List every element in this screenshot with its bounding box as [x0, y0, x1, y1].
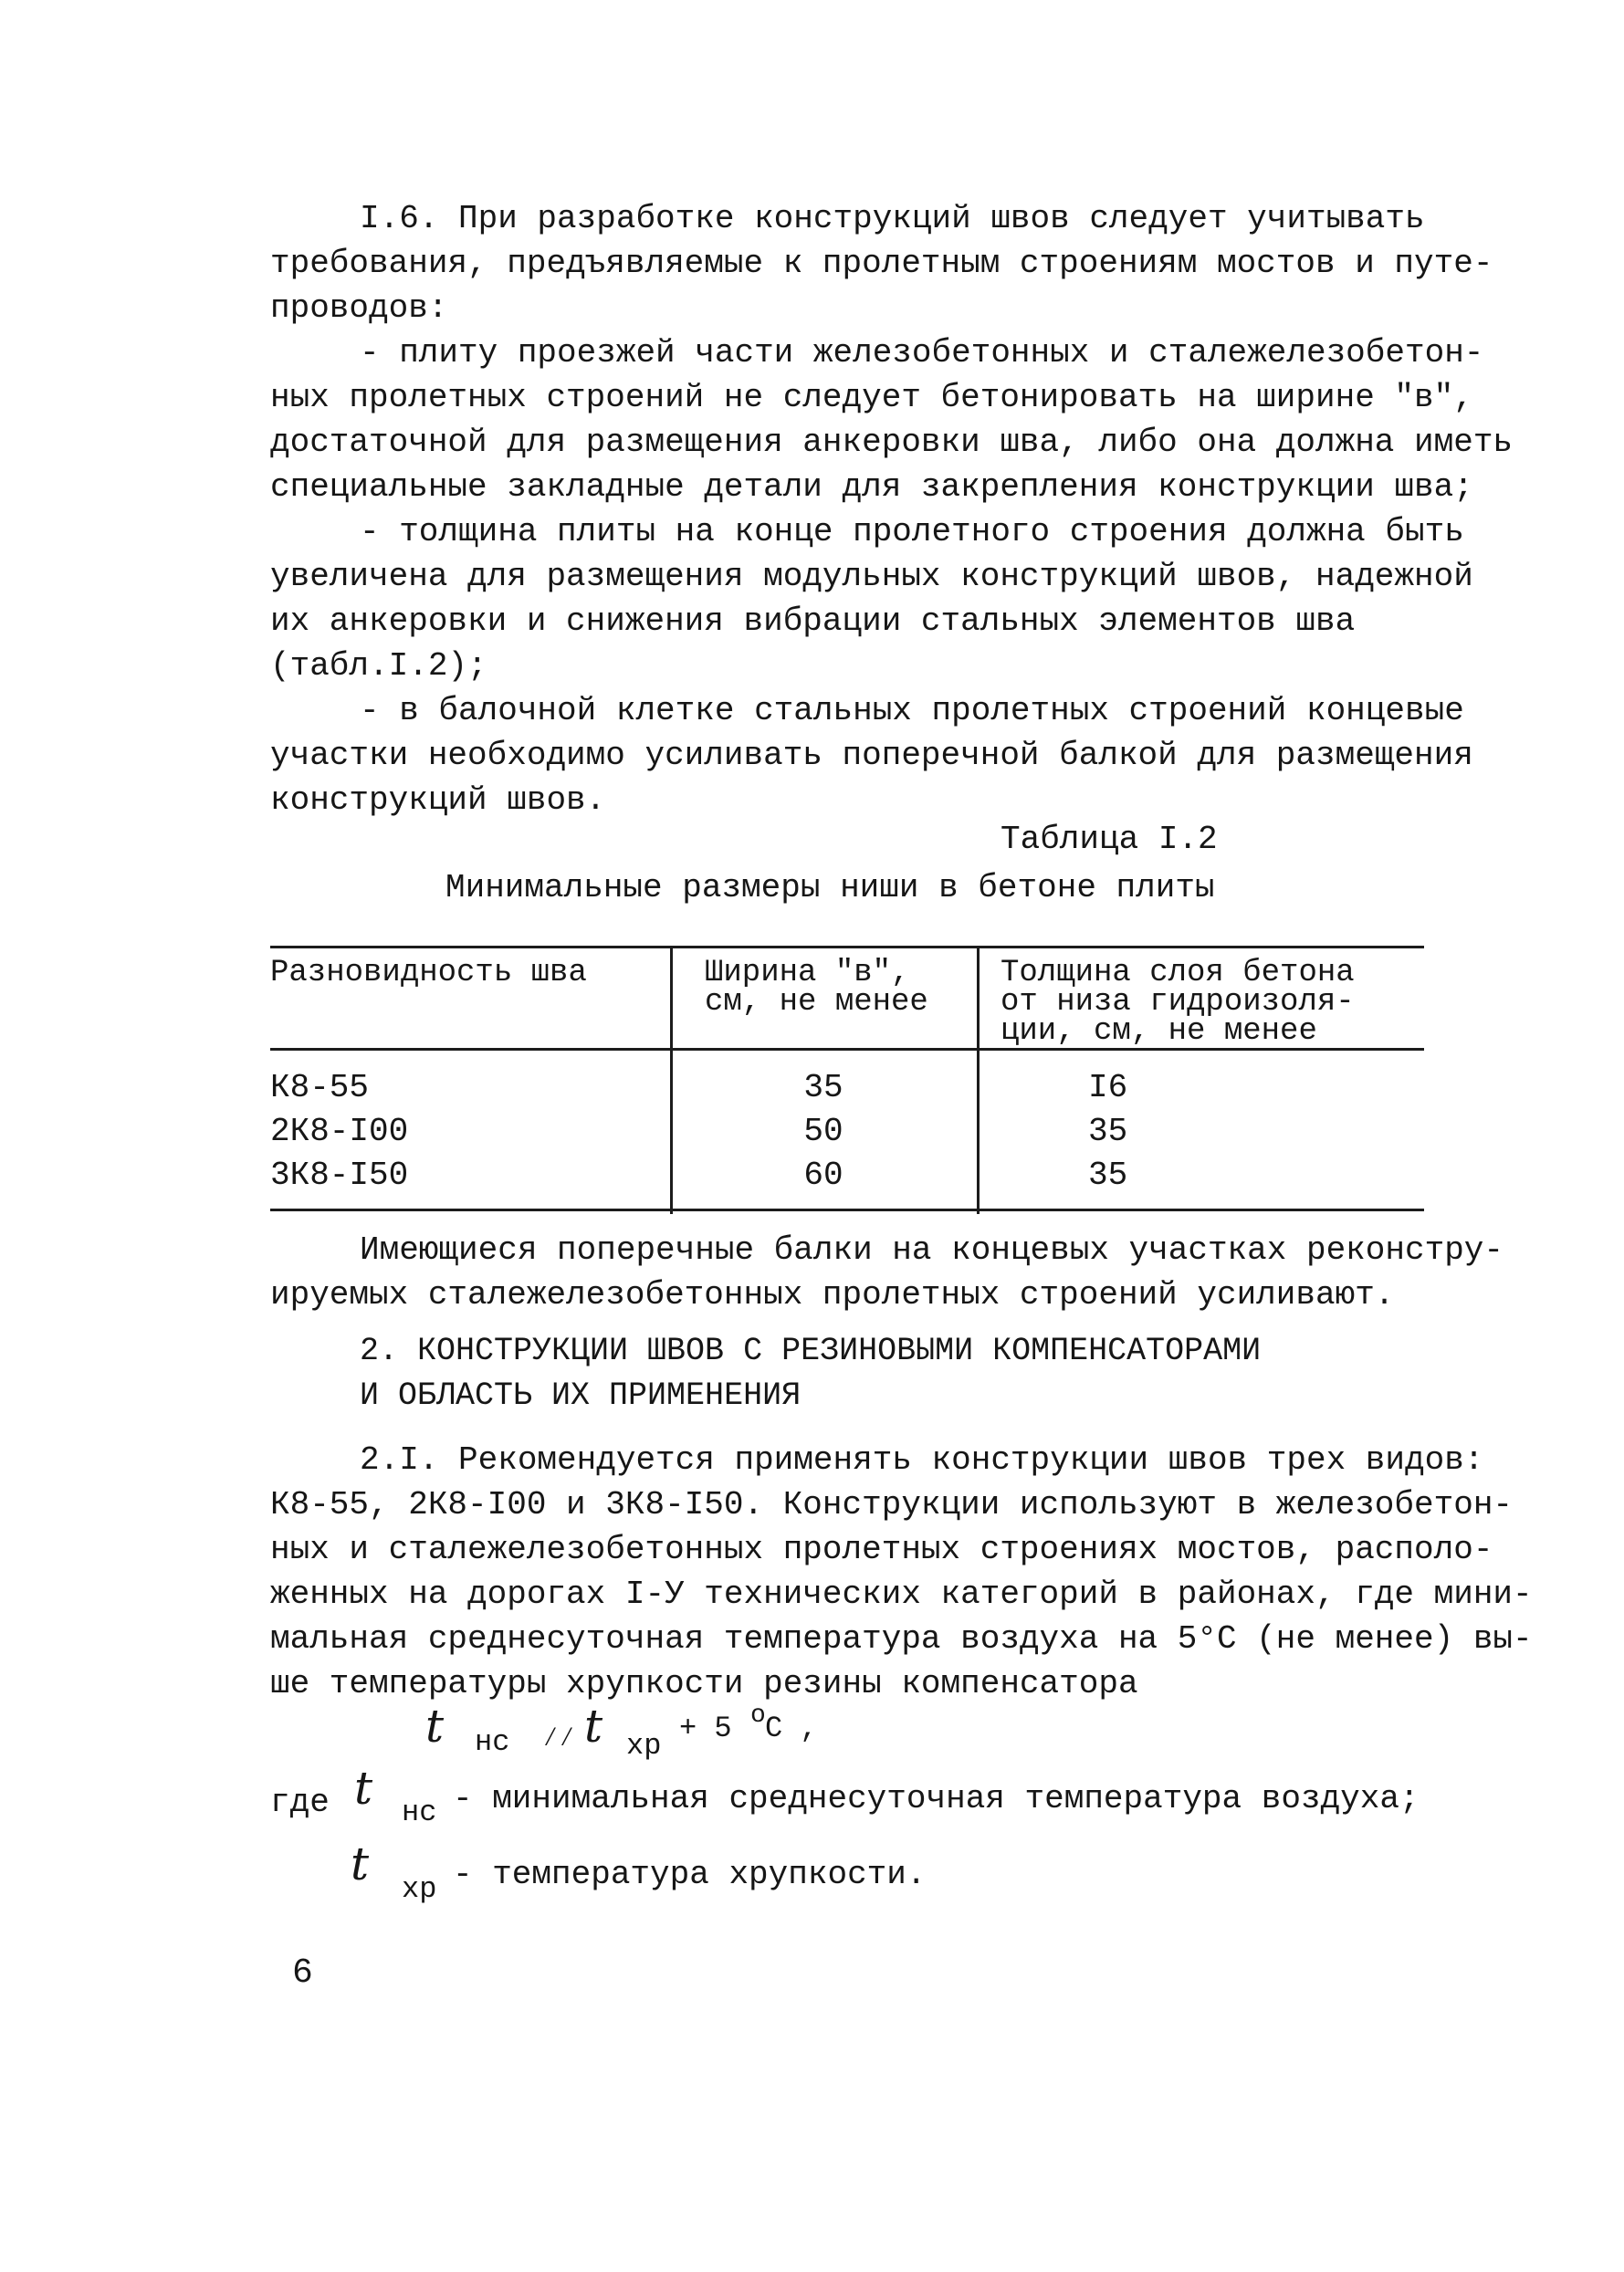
table-header-thickness: ции, см, не менее [1001, 1014, 1317, 1049]
where-subscript: нс [402, 1796, 437, 1829]
table-header-thickness: Толщина слоя бетона [1001, 956, 1355, 990]
table-header-type: Разновидность шва [270, 956, 587, 990]
paragraph-line: женных на дорогах I-У технических категорий в районах, где мини- [270, 1576, 1533, 1613]
where-t: t [351, 1837, 370, 1890]
paragraph-line: ных и сталежелезобетонных пролетных строениях мостов, располо- [270, 1531, 1493, 1568]
bullet-line: увеличена для размещения модульных конструкций швов, надежной [270, 558, 1473, 595]
paragraph-line: проводов: [270, 289, 448, 327]
section-title: 2. КОНСТРУКЦИИ ШВОВ С РЕЗИНОВЫМИ КОМПЕНСАТОРАМИ [360, 1333, 1262, 1369]
where-word: где [270, 1784, 330, 1821]
table-top-rule [270, 946, 1424, 948]
formula-plus: + 5 [679, 1712, 732, 1745]
formula-subscript: нс [475, 1725, 510, 1759]
table-cell-type: 3К8-I50 [270, 1157, 409, 1194]
table-column-divider [977, 946, 980, 1214]
where-definition: - температура хрупкости. [453, 1856, 927, 1893]
niche-size-table [270, 946, 1424, 1214]
table-cell-width: 50 [803, 1113, 843, 1150]
section-title: И ОБЛАСТЬ ИХ ПРИМЕНЕНИЯ [360, 1377, 802, 1414]
paragraph-line: Имеющиеся поперечные балки на концевых участках реконстру- [360, 1231, 1504, 1269]
table-cell-type: 2К8-I00 [270, 1113, 409, 1150]
formula-degree: о [750, 1701, 766, 1730]
bullet-line: участки необходимо усиливать поперечной балкой для размещения [270, 737, 1473, 774]
paragraph-line: мальная среднесуточная температура воздуха на 5°С (не менее) вы- [270, 1620, 1533, 1658]
formula-t: t [584, 1700, 603, 1753]
table-header-width: Ширина "в", [705, 956, 910, 990]
bullet-line: достаточной для размещения анкеровки шва, либо она должна иметь [270, 424, 1514, 461]
formula-unit: С , [765, 1712, 818, 1745]
table-cell-thickness: I6 [1088, 1069, 1128, 1106]
paragraph-line: требования, предъявляемые к пролетным строениям мостов и путе- [270, 245, 1493, 282]
bullet-line: конструкций швов. [270, 781, 606, 819]
page-number: 6 [292, 1953, 313, 1993]
paragraph-line: I.6. При разработке конструкций швов следует учитывать [360, 200, 1425, 237]
table-number: Таблица I.2 [1001, 821, 1218, 858]
bullet-line: - плиту проезжей части железобетонных и сталежелезобетон- [360, 334, 1484, 372]
paragraph-line: 2.I. Рекомендуется применять конструкции швов трех видов: [360, 1441, 1484, 1479]
table-bottom-rule [270, 1209, 1424, 1211]
bullet-line: (табл.I.2); [270, 647, 487, 685]
table-cell-width: 35 [803, 1069, 843, 1106]
bullet-line: их анкеровки и снижения вибрации стальных элементов шва [270, 602, 1356, 640]
paragraph-line: К8-55, 2К8-I00 и 3К8-I50. Конструкции используют в железобетон- [270, 1486, 1514, 1523]
where-subscript: хр [402, 1872, 437, 1906]
table-header-thickness: от низа гидроизоля- [1001, 985, 1355, 1020]
where-t: t [354, 1762, 373, 1815]
table-caption: Минимальные размеры ниши в бетоне плиты [445, 869, 1215, 906]
table-cell-thickness: 35 [1088, 1157, 1128, 1194]
formula-relation: ⁄⁄ [542, 1723, 576, 1754]
bullet-line: ных пролетных строений не следует бетонировать на ширине "в", [270, 379, 1473, 416]
table-header-width: см, не менее [705, 985, 928, 1020]
formula-t: t [425, 1700, 445, 1753]
paragraph-line: ируемых сталежелезобетонных пролетных строений усиливают. [270, 1276, 1395, 1314]
paragraph-line: ше температуры хрупкости резины компенсатора [270, 1665, 1138, 1702]
bullet-line: - толщина плиты на конце пролетного строения должна быть [360, 513, 1464, 550]
formula-subscript: хр [626, 1729, 662, 1763]
table-cell-width: 60 [803, 1157, 843, 1194]
table-cell-thickness: 35 [1088, 1113, 1128, 1150]
where-definition: - минимальная среднесуточная температура воздуха; [453, 1780, 1420, 1817]
bullet-line: - в балочной клетке стальных пролетных строений концевые [360, 692, 1464, 729]
bullet-line: специальные закладные детали для закрепления конструкции шва; [270, 468, 1473, 506]
table-cell-type: К8-55 [270, 1069, 370, 1106]
